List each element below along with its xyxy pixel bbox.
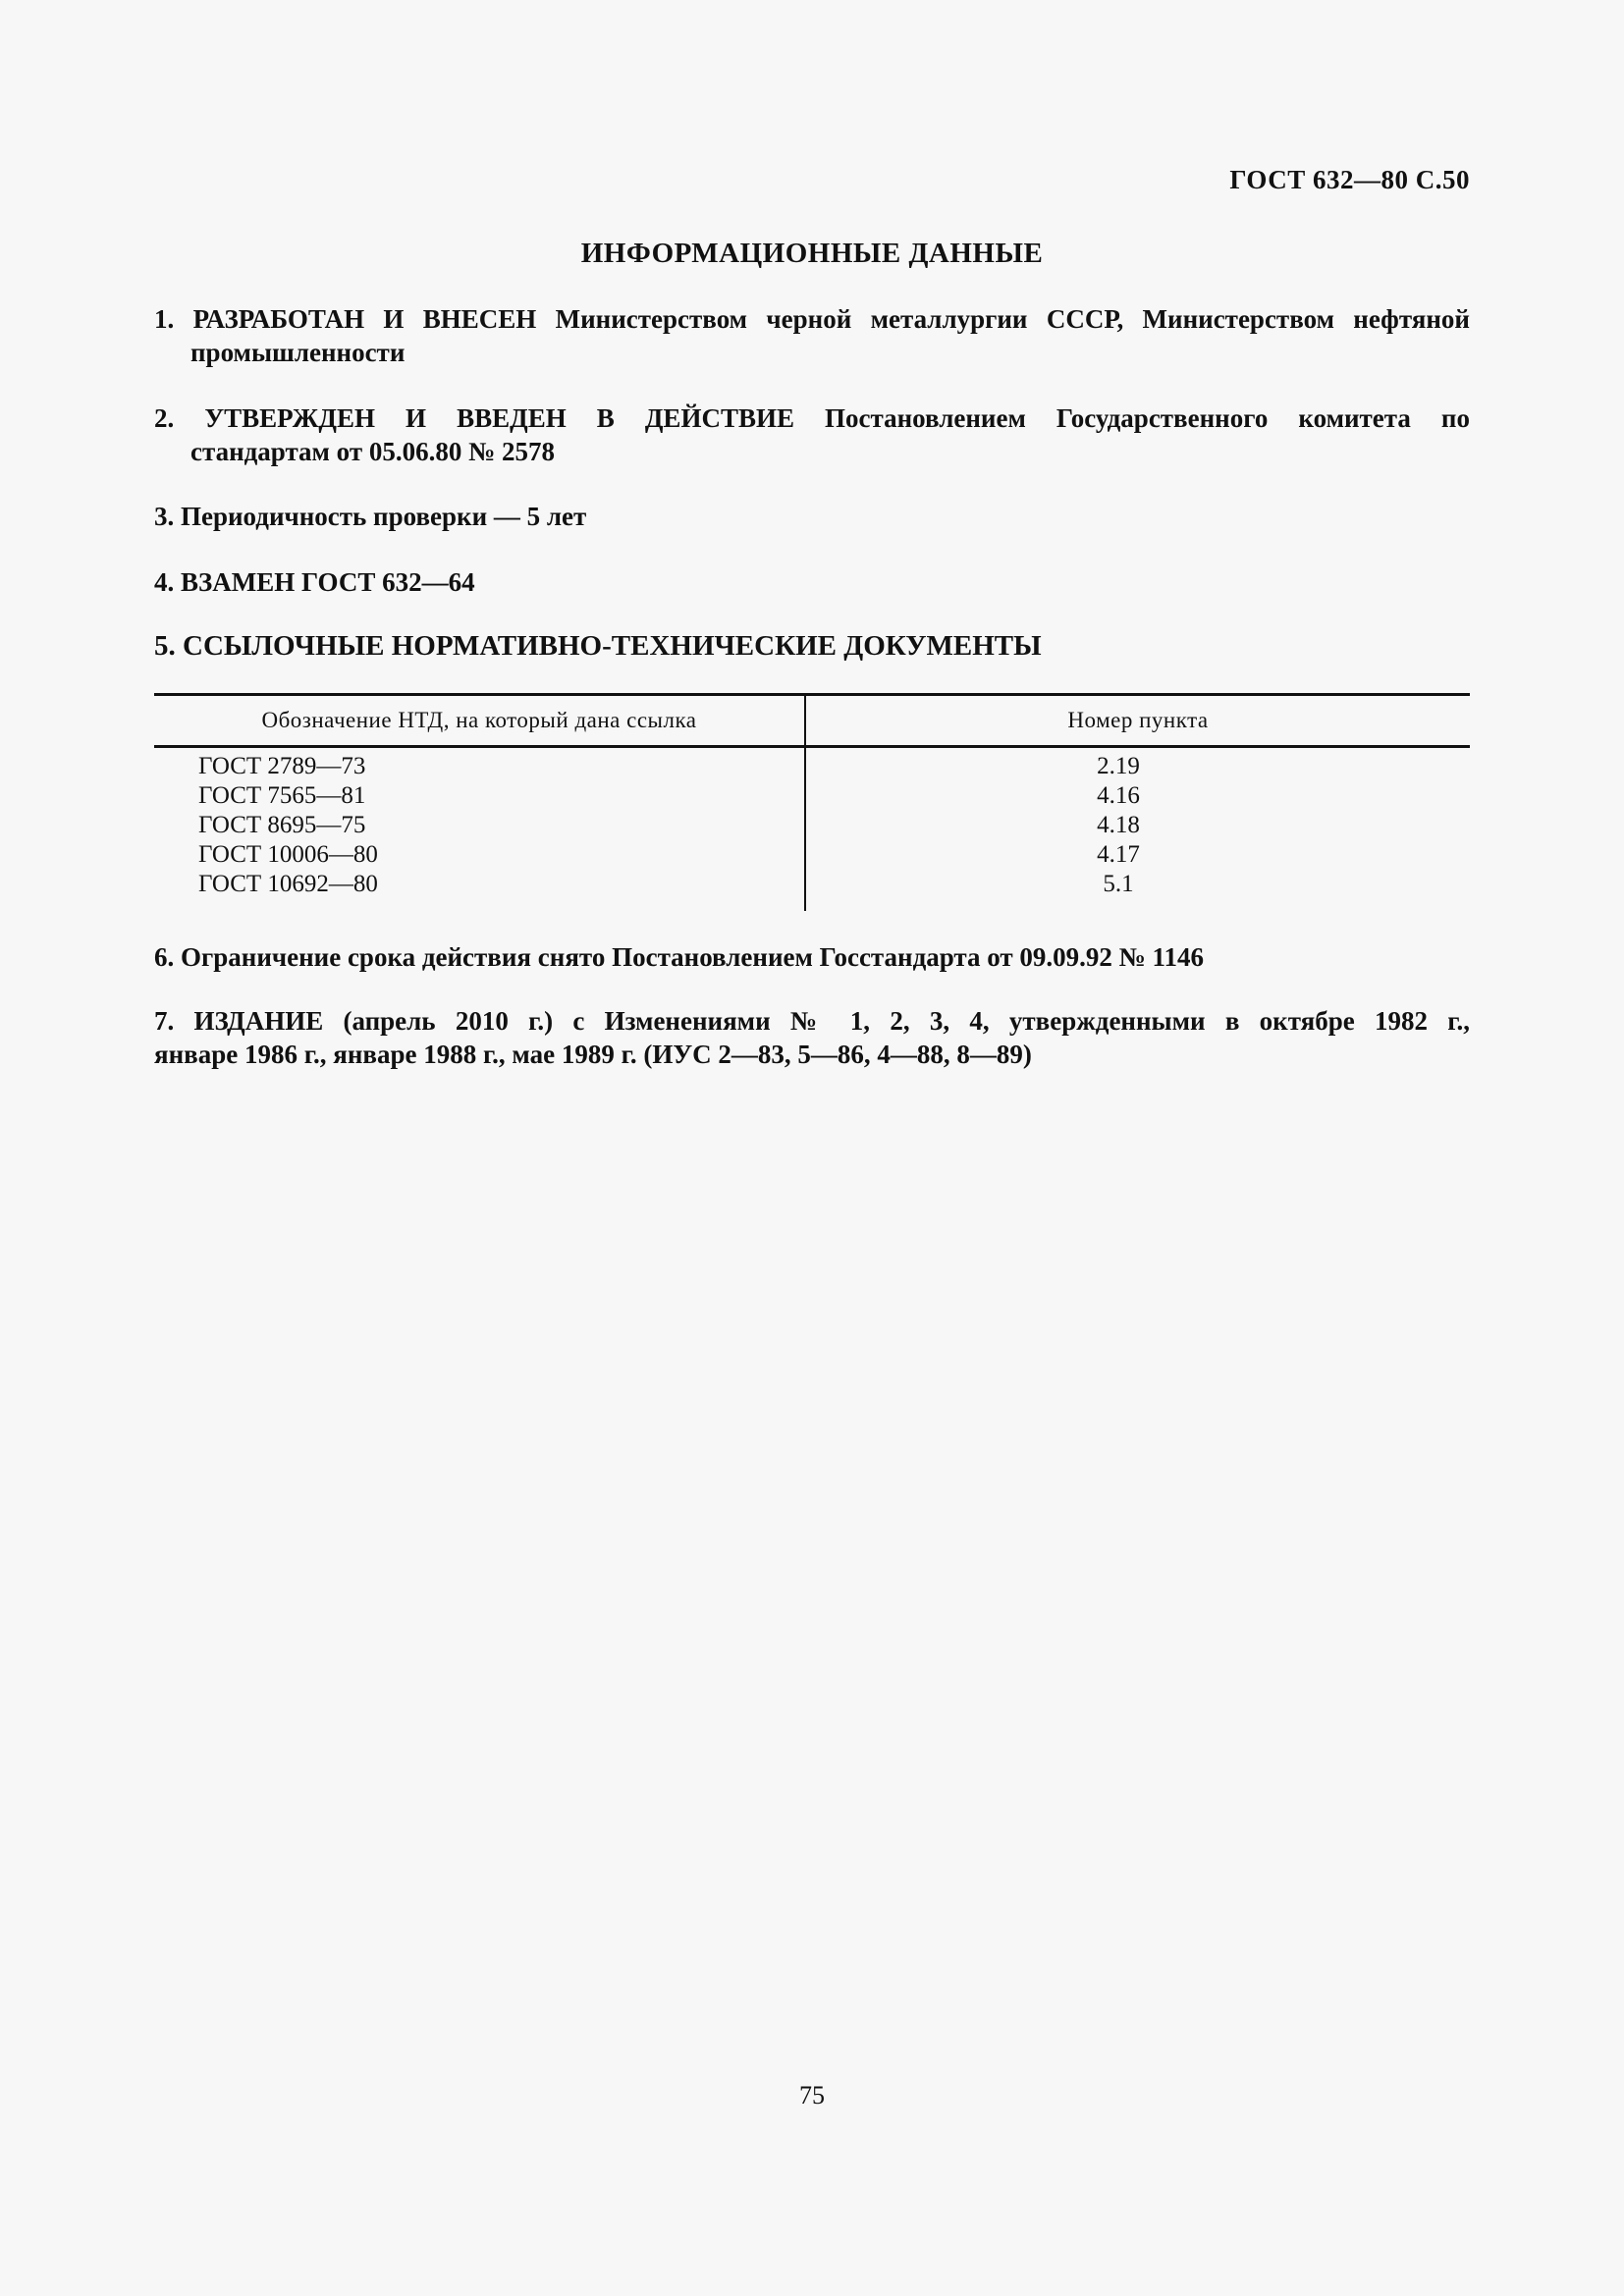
- info-item-1: [154, 302, 1470, 369]
- cell-designation: ГОСТ 7565—81: [154, 781, 805, 811]
- document-page: [154, 0, 1470, 2296]
- info-item-7-line-1: 7. ИЗДАНИЕ (апрель 2010 г.) с Изменениями № 1, 2, 3, 4, утвержденными в октябре 1982 г.,: [154, 1006, 1470, 1036]
- info-item-7: [154, 1004, 1470, 1071]
- cell-clause: 4.18: [1097, 812, 1140, 838]
- info-item-3: 3. Периодичность проверки — 5 лет: [154, 502, 587, 531]
- info-item-1-line-2: промышленности: [190, 338, 406, 367]
- info-item-5: 5. ССЫЛОЧНЫЕ НОРМАТИВНО-ТЕХНИЧЕСКИЕ ДОКУМЕНТЫ: [154, 630, 1042, 662]
- info-item-4: 4. ВЗАМЕН ГОСТ 632—64: [154, 567, 475, 597]
- info-item-1-line-1: 1. РАЗРАБОТАН И ВНЕСЕН Министерством черной металлургии СССР, Министерством нефтяной: [154, 304, 1470, 334]
- cell-clause: 4.17: [1097, 841, 1140, 868]
- info-item-2-line-1: 2. УТВЕРЖДЕН И ВВЕДЕН В ДЕЙСТВИЕ Постановлением Государственного комитета по: [154, 403, 1470, 433]
- cell-designation: ГОСТ 8695—75: [154, 811, 805, 840]
- table-row: [154, 811, 1470, 840]
- cell-designation: ГОСТ 10006—80: [154, 840, 805, 870]
- info-item-2-line-2: стандартам от 05.06.80 № 2578: [190, 437, 555, 466]
- cell-designation: ГОСТ 10692—80: [154, 870, 805, 911]
- cell-designation: ГОСТ 2789—73: [154, 747, 805, 782]
- references-table: [154, 693, 1470, 911]
- page-number: 75: [799, 2081, 825, 2109]
- table-row: [154, 840, 1470, 870]
- column-header-designation: Обозначение НТД, на который дана ссылка: [154, 695, 805, 747]
- info-item-7-line-2: январе 1986 г., январе 1988 г., мае 1989 г. (ИУС 2—83, 5—86, 4—88, 8—89): [154, 1040, 1032, 1069]
- cell-clause: 4.16: [1097, 782, 1140, 809]
- table-row: [154, 870, 1470, 911]
- page-title: ИНФОРМАЦИОННЫЕ ДАННЫЕ: [580, 238, 1044, 269]
- cell-clause: 5.1: [1103, 871, 1134, 897]
- document-reference: ГОСТ 632—80 С.50: [1229, 165, 1470, 194]
- info-item-6: 6. Ограничение срока действия снято Постановлением Госстандарта от 09.09.92 № 1146: [154, 942, 1205, 972]
- info-item-2: [154, 401, 1470, 468]
- cell-clause: 2.19: [1097, 753, 1140, 779]
- column-header-clause: Номер пункта: [805, 695, 1470, 747]
- table-row: [154, 747, 1470, 782]
- table-header-row: [154, 695, 1470, 747]
- table-row: [154, 781, 1470, 811]
